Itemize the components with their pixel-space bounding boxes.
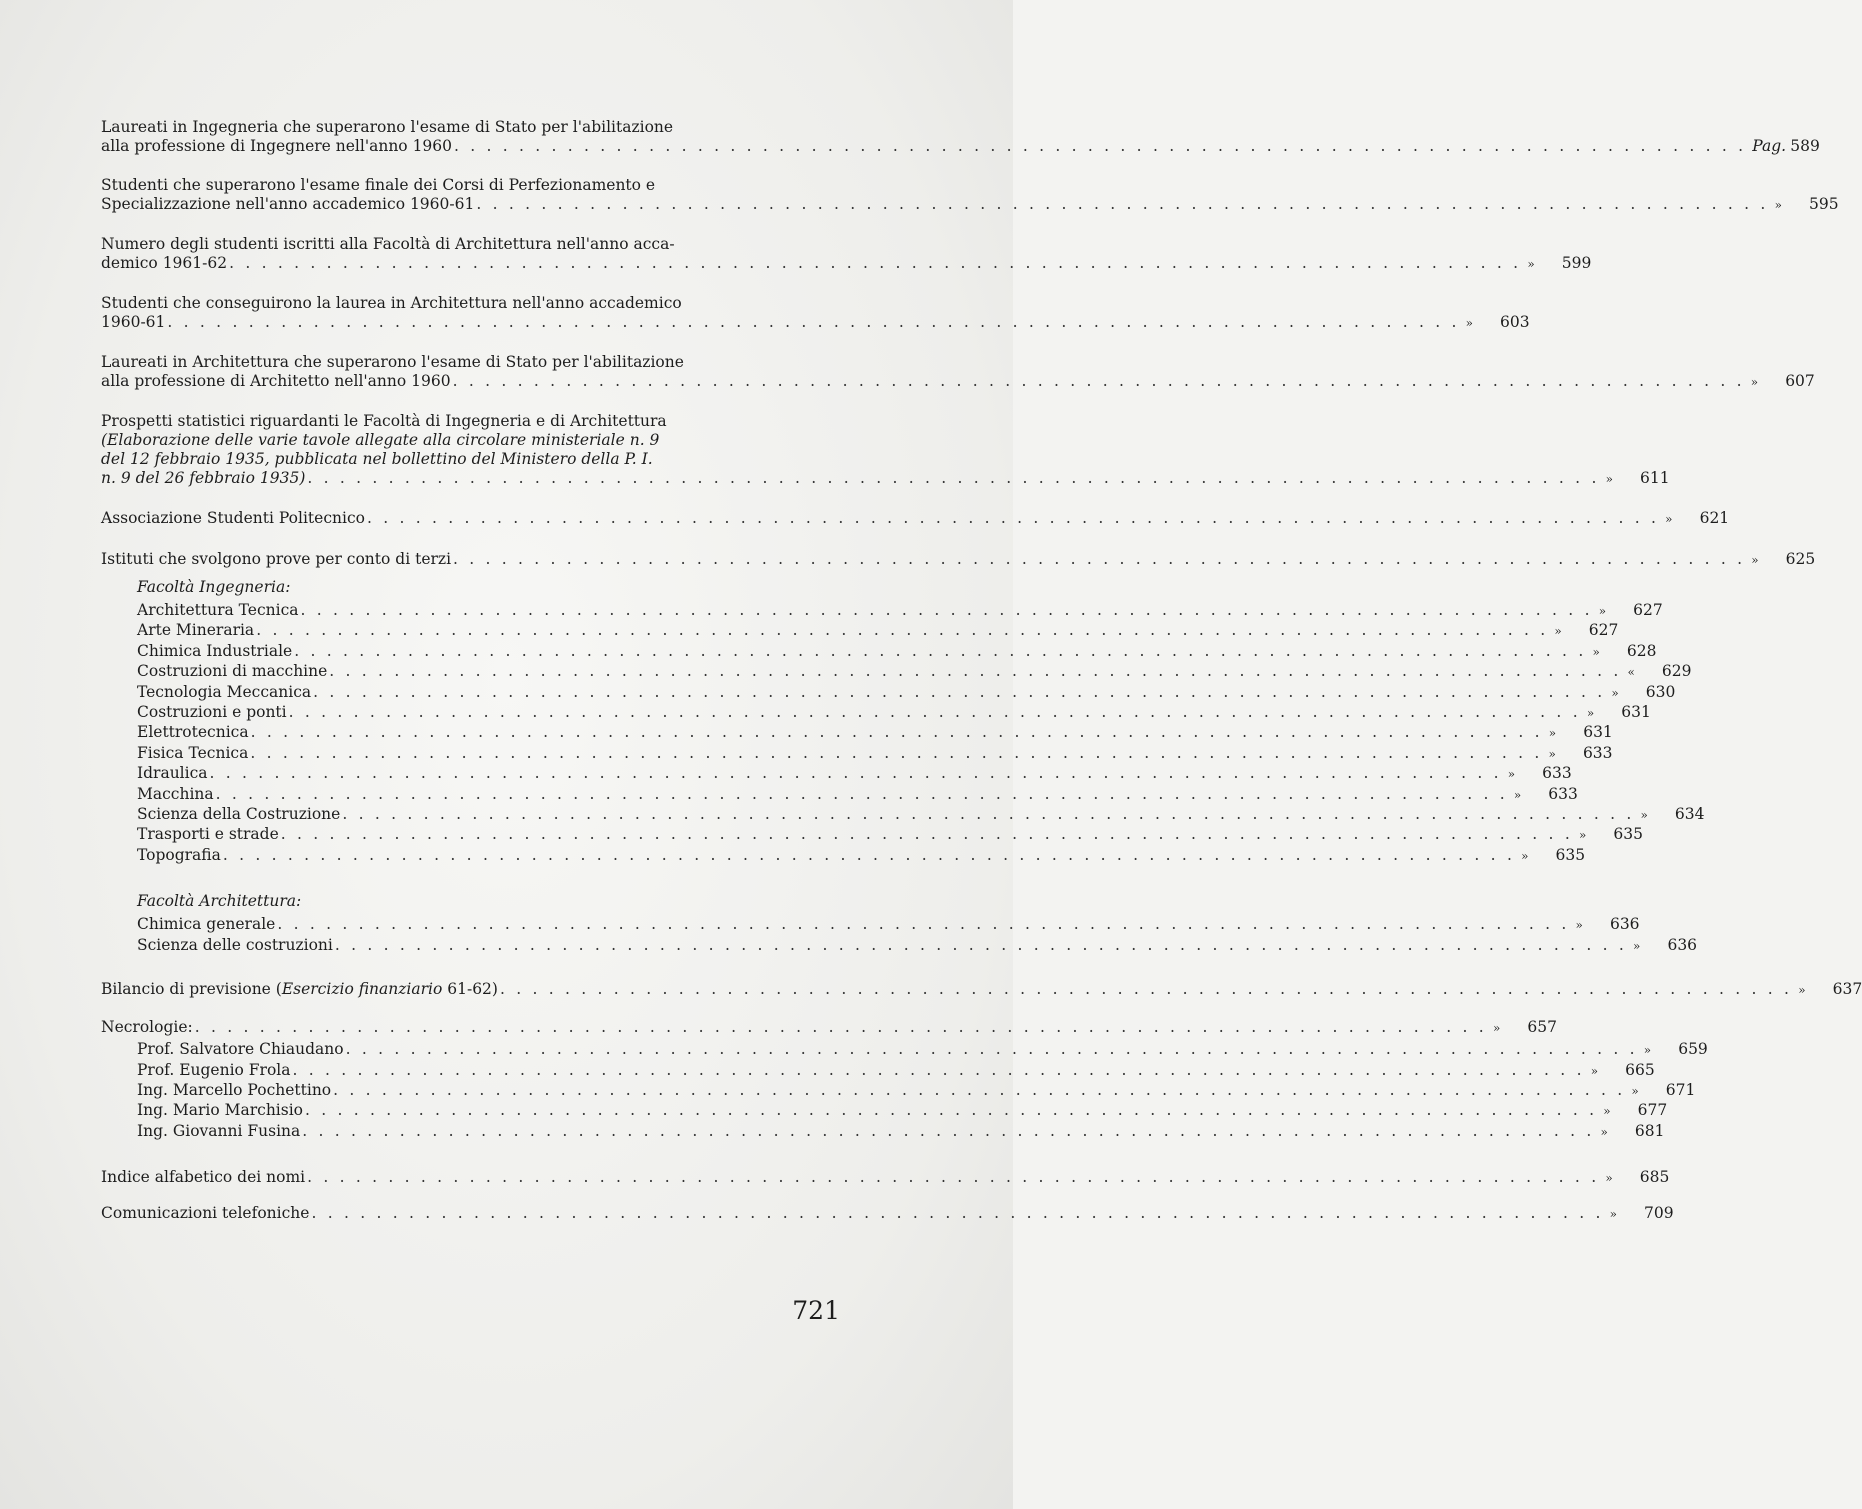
dot-leader bbox=[256, 621, 1548, 640]
page-number: 634 bbox=[1674, 805, 1705, 824]
item-label: Ing. Giovanni Fusina bbox=[137, 1121, 301, 1140]
ditto-mark: » bbox=[1643, 1043, 1652, 1058]
entry-text: Necrologie: bbox=[101, 1018, 193, 1037]
page-number: 627 bbox=[1633, 601, 1663, 619]
entry-text: Studenti che conseguirono la laurea in Architettura nell'anno accademico bbox=[101, 294, 682, 312]
ditto-mark: » bbox=[1548, 726, 1557, 741]
ditto-mark: » bbox=[1507, 767, 1516, 782]
dot-leader bbox=[251, 723, 1543, 742]
architettura-list bbox=[101, 915, 1698, 956]
list-item bbox=[101, 723, 1613, 743]
dot-leader bbox=[346, 1040, 1638, 1059]
dot-leader bbox=[453, 550, 1745, 569]
ditto-mark: » bbox=[1527, 257, 1535, 271]
item-label: Scienza delle costruzioni bbox=[137, 935, 333, 954]
entry-text: del 12 febbraio 1935, pubblicata nel bollettino del Ministero della P. I. bbox=[101, 450, 653, 468]
ditto-mark: » bbox=[1592, 644, 1600, 659]
page-number: 607 bbox=[1785, 372, 1815, 390]
page-number: 709 bbox=[1644, 1204, 1674, 1223]
list-item bbox=[101, 845, 1586, 866]
dot-leader bbox=[305, 1101, 1597, 1120]
table-of-contents bbox=[101, 118, 1862, 1224]
item-label: Ing. Mario Marchisio bbox=[137, 1101, 304, 1120]
entry-text: alla professione di Architetto nell'anno 1960 bbox=[101, 372, 451, 390]
entry-text: (Elaborazione delle varie tavole allegate alla circolare ministeriale n. 9 bbox=[101, 431, 660, 449]
list-item bbox=[101, 805, 1705, 825]
toc-entry-indice bbox=[101, 1168, 1670, 1188]
item-label: Ing. Marcello Pochettino bbox=[137, 1080, 332, 1099]
dot-leader bbox=[453, 372, 1745, 391]
ditto-mark: » bbox=[1586, 706, 1595, 721]
list-item bbox=[101, 743, 1613, 764]
ditto-mark: » bbox=[1605, 1171, 1613, 1186]
item-label: Architettura Tecnica bbox=[137, 601, 299, 619]
item-label: Idraulica bbox=[137, 764, 208, 783]
toc-entry-laureati-ingegneria bbox=[101, 118, 1820, 156]
ditto-mark: » bbox=[1631, 1083, 1639, 1098]
page-number: 631 bbox=[1621, 703, 1651, 722]
ingegneria-list bbox=[101, 601, 1705, 866]
page-number: 628 bbox=[1626, 641, 1657, 660]
page-number: 657 bbox=[1527, 1018, 1557, 1037]
ditto-mark: » bbox=[1633, 938, 1641, 953]
toc-entry-prospetti-statistici bbox=[101, 412, 1670, 489]
item-label: Chimica generale bbox=[137, 915, 276, 934]
page-number: 681 bbox=[1634, 1121, 1665, 1140]
dot-leader bbox=[342, 805, 1634, 824]
item-label: Macchina bbox=[137, 784, 214, 803]
entry-text: Associazione Studenti Politecnico bbox=[101, 509, 365, 527]
list-item bbox=[101, 935, 1698, 956]
page-number: 621 bbox=[1699, 509, 1730, 527]
dot-leader bbox=[454, 137, 1746, 156]
ditto-mark: » bbox=[1465, 316, 1473, 330]
page-number: 627 bbox=[1588, 621, 1619, 640]
dot-leader bbox=[195, 1018, 1487, 1037]
dot-leader bbox=[311, 1204, 1603, 1223]
dot-leader bbox=[302, 1122, 1594, 1141]
page-number: 629 bbox=[1661, 662, 1692, 681]
dot-leader bbox=[500, 980, 1792, 999]
list-item bbox=[101, 1121, 1665, 1142]
list-item bbox=[101, 784, 1578, 805]
dot-leader bbox=[289, 703, 1581, 722]
pag-label: Pag. bbox=[1752, 137, 1787, 155]
dot-leader bbox=[301, 601, 1593, 620]
page-number: 659 bbox=[1678, 1040, 1708, 1059]
page-number: 603 bbox=[1500, 313, 1530, 331]
ditto-mark: » bbox=[1798, 983, 1806, 998]
list-item bbox=[101, 1080, 1696, 1101]
entry-text: Comunicazioni telefoniche bbox=[101, 1204, 310, 1223]
list-item bbox=[101, 621, 1619, 641]
toc-entry-laurea-architettura bbox=[101, 294, 1530, 333]
entry-text: 1960-61 bbox=[101, 313, 166, 331]
entry-text: Laureati in Ingegneria che superarono l'esame di Stato per l'abilitazione bbox=[101, 118, 674, 136]
dot-leader bbox=[250, 744, 1542, 763]
item-label: Scienza della Costruzione bbox=[137, 805, 341, 824]
ditto-mark: » bbox=[1575, 918, 1583, 933]
entry-text bbox=[101, 980, 498, 999]
page-number: 630 bbox=[1645, 682, 1676, 701]
page-number: 677 bbox=[1637, 1101, 1668, 1120]
dot-leader bbox=[293, 1061, 1585, 1080]
ditto-mark: » bbox=[1600, 1124, 1608, 1139]
toc-entry-associazione bbox=[101, 509, 1730, 529]
dot-leader bbox=[333, 1081, 1625, 1100]
item-label: Chimica Industriale bbox=[137, 641, 293, 660]
dot-leader bbox=[307, 469, 1599, 488]
ditto-mark: » bbox=[1603, 1104, 1611, 1119]
bilancio-text-c: 61-62) bbox=[442, 980, 498, 999]
dot-leader bbox=[229, 254, 1521, 273]
dot-leader bbox=[281, 825, 1573, 844]
list-item bbox=[101, 1101, 1668, 1121]
toc-entry-comunicazioni bbox=[101, 1204, 1674, 1224]
dot-leader bbox=[223, 846, 1515, 865]
page-number: 631 bbox=[1583, 723, 1613, 742]
list-item bbox=[101, 764, 1572, 784]
dot-leader bbox=[313, 683, 1605, 702]
page-number-footer: 721 bbox=[792, 1296, 840, 1325]
dot-leader bbox=[294, 642, 1586, 661]
ditto-mark: » bbox=[1578, 828, 1587, 843]
item-label: Elettrotecnica bbox=[137, 723, 249, 742]
list-item bbox=[101, 601, 1663, 621]
entry-text: alla professione di Ingegnere nell'anno 1960 bbox=[101, 137, 453, 155]
ditto-mark: » bbox=[1598, 604, 1607, 618]
necrologie-list bbox=[101, 1040, 1708, 1142]
item-label: Costruzioni di macchine bbox=[137, 662, 328, 681]
bilancio-text-b: Esercizio finanziario bbox=[281, 980, 443, 999]
page-number: 595 bbox=[1808, 195, 1839, 213]
entry-text: Numero degli studenti iscritti alla Facoltà di Architettura nell'anno acca- bbox=[101, 235, 675, 253]
entry-text: n. 9 del 26 febbraio 1935) bbox=[101, 469, 306, 487]
list-item bbox=[101, 825, 1643, 845]
page-number: 625 bbox=[1785, 550, 1816, 568]
page-number: 599 bbox=[1561, 254, 1592, 272]
page-number: 633 bbox=[1548, 784, 1578, 803]
page-number: 685 bbox=[1639, 1168, 1670, 1187]
ditto-mark: » bbox=[1774, 198, 1782, 212]
ditto-mark: » bbox=[1521, 848, 1529, 863]
page-number: 633 bbox=[1542, 764, 1572, 783]
dot-leader bbox=[216, 785, 1508, 804]
list-item bbox=[101, 703, 1651, 723]
page-number: 665 bbox=[1625, 1060, 1655, 1079]
page-number: 636 bbox=[1667, 935, 1698, 954]
ditto-mark: » bbox=[1513, 787, 1522, 802]
dot-leader bbox=[277, 915, 1569, 934]
toc-entry-necrologie bbox=[101, 1018, 1557, 1038]
page-number: 611 bbox=[1639, 469, 1670, 487]
list-item bbox=[101, 662, 1692, 682]
dot-leader bbox=[476, 195, 1768, 214]
dot-leader bbox=[335, 936, 1627, 955]
item-label: Prof. Salvatore Chiaudano bbox=[137, 1040, 344, 1059]
entry-text: Indice alfabetico dei nomi bbox=[101, 1168, 306, 1187]
ditto-mark: » bbox=[1640, 808, 1648, 823]
page-number: 636 bbox=[1609, 915, 1640, 934]
page-number: 635 bbox=[1555, 845, 1586, 864]
entry-text: Studenti che superarono l'esame finale dei Corsi di Perfezionamento e bbox=[101, 176, 656, 194]
list-item bbox=[101, 915, 1640, 935]
list-item bbox=[101, 1040, 1708, 1060]
item-label: Costruzioni e ponti bbox=[137, 703, 287, 722]
ditto-mark: » bbox=[1548, 746, 1556, 761]
ditto-mark: » bbox=[1611, 685, 1619, 700]
toc-entry-istituti bbox=[101, 550, 1816, 570]
ditto-mark: » bbox=[1554, 624, 1562, 639]
entry-text: Specializzazione nell'anno accademico 1960-61 bbox=[101, 195, 475, 213]
item-label: Tecnologia Meccanica bbox=[137, 682, 312, 701]
bilancio-text-a: Bilancio di previsione ( bbox=[101, 980, 282, 999]
ditto-mark: » bbox=[1751, 553, 1759, 567]
dot-leader bbox=[167, 313, 1459, 332]
toc-entry-studenti-perfezionamento bbox=[101, 176, 1839, 215]
entry-text: demico 1961-62 bbox=[101, 254, 228, 272]
list-item bbox=[101, 1060, 1655, 1081]
dot-leader bbox=[367, 509, 1659, 528]
section-heading-architettura: Facoltà Architettura: bbox=[137, 892, 302, 911]
page-number: 671 bbox=[1665, 1080, 1696, 1099]
ditto-mark: » bbox=[1665, 512, 1673, 526]
ditto-mark: » bbox=[1605, 472, 1613, 486]
item-label: Prof. Eugenio Frola bbox=[137, 1060, 291, 1079]
item-label: Topografia bbox=[137, 845, 221, 864]
ditto-mark: » bbox=[1492, 1021, 1501, 1036]
list-item bbox=[101, 641, 1657, 662]
entry-text: Prospetti statistici riguardanti le Facoltà di Ingegneria e di Architettura bbox=[101, 412, 667, 430]
page-number: 637 bbox=[1832, 980, 1862, 999]
dot-leader bbox=[329, 662, 1621, 681]
page-number: 589 bbox=[1790, 137, 1820, 155]
section-heading-ingegneria: Facoltà Ingegneria: bbox=[137, 578, 291, 596]
ditto-mark: « bbox=[1627, 665, 1635, 680]
dot-leader bbox=[210, 764, 1502, 783]
entry-text: Laureati in Architettura che superarono l'esame di Stato per l'abilitazione bbox=[101, 353, 684, 371]
page-number: 633 bbox=[1582, 743, 1613, 762]
ditto-mark: » bbox=[1609, 1207, 1617, 1222]
toc-entry-numero-studenti bbox=[101, 235, 1592, 274]
list-item bbox=[101, 682, 1676, 703]
item-label: Arte Mineraria bbox=[137, 621, 255, 640]
toc-entry-laureati-architettura bbox=[101, 353, 1815, 392]
item-label: Trasporti e strade bbox=[137, 825, 279, 844]
page-number: 635 bbox=[1613, 825, 1643, 844]
ditto-mark: » bbox=[1590, 1063, 1599, 1078]
toc-entry-bilancio bbox=[101, 980, 1862, 1000]
ditto-mark: » bbox=[1750, 375, 1759, 389]
entry-text: Istituti che svolgono prove per conto di terzi bbox=[101, 550, 452, 568]
item-label: Fisica Tecnica bbox=[137, 743, 249, 762]
dot-leader bbox=[307, 1168, 1599, 1187]
